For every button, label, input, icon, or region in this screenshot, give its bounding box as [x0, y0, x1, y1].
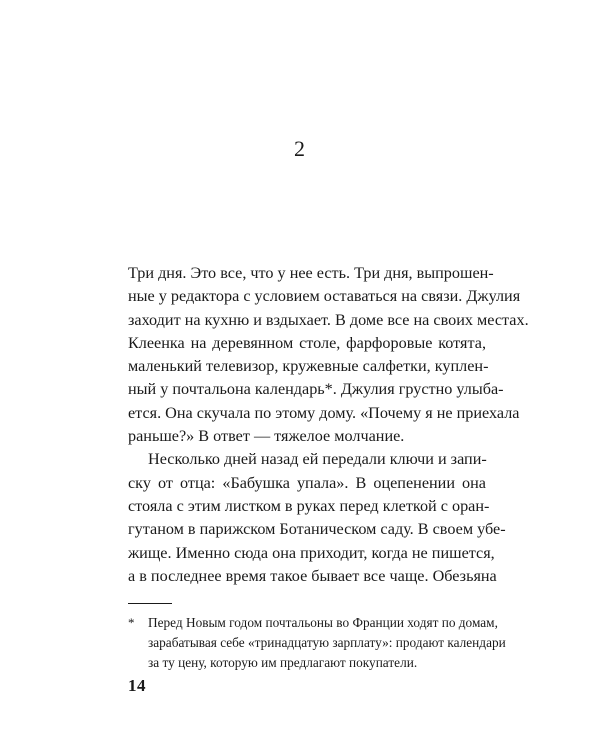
text-line: жище. Именно сюда она приходит, когда не пишется,: [128, 543, 495, 562]
text-line: заходит на кухню и вздыхает. В доме все на своих местах.: [128, 310, 529, 329]
text-line: стояла с этим листком в руках перед клеткой с оран-: [128, 496, 490, 515]
text-line: ется. Она скучала по этому дому. «Почему я не приехала: [128, 403, 520, 422]
text-line: гутаном в парижском Ботаническом саду. В своем убе-: [128, 520, 506, 539]
footnote-marker: *: [128, 615, 135, 630]
page-number: 14: [128, 676, 146, 695]
text-line: маленький телевизор, кружевные салфетки, куплен-: [128, 357, 489, 376]
text-line: Несколько дней назад ей передали ключи и запи-: [148, 450, 487, 469]
text-line: а в последнее время такое бывает все чаще. Обезьяна: [128, 566, 497, 585]
text-line: ску от отца: «Бабушка упала». В оцепенении она: [128, 473, 486, 492]
footnote-line: Перед Новым годом почтальоны во Франции ходят по домам,: [148, 615, 498, 630]
text-line: ный у почтальона календарь*. Джулия грустно улыба-: [128, 380, 504, 399]
text-line: раньше?» В ответ — тяжелое молчание.: [128, 427, 405, 446]
footnote-line: за ту цену, которую им предлагают покупатели.: [148, 655, 418, 670]
footnote: [128, 613, 506, 673]
text-line: ные у редактора с условием оставаться на связи. Джулия: [128, 287, 521, 306]
footnote-divider: [128, 603, 172, 604]
text-line: Клеенка на деревянном столе, фарфоровые котята,: [128, 333, 486, 352]
text-line: Три дня. Это все, что у нее есть. Три дня, выпрошен-: [128, 264, 494, 282]
footnote-line: зарабатывая себе «тринадцатую зарплату»: продают календари: [148, 635, 506, 650]
body-text: [128, 262, 529, 588]
chapter-number: 2: [294, 136, 306, 161]
